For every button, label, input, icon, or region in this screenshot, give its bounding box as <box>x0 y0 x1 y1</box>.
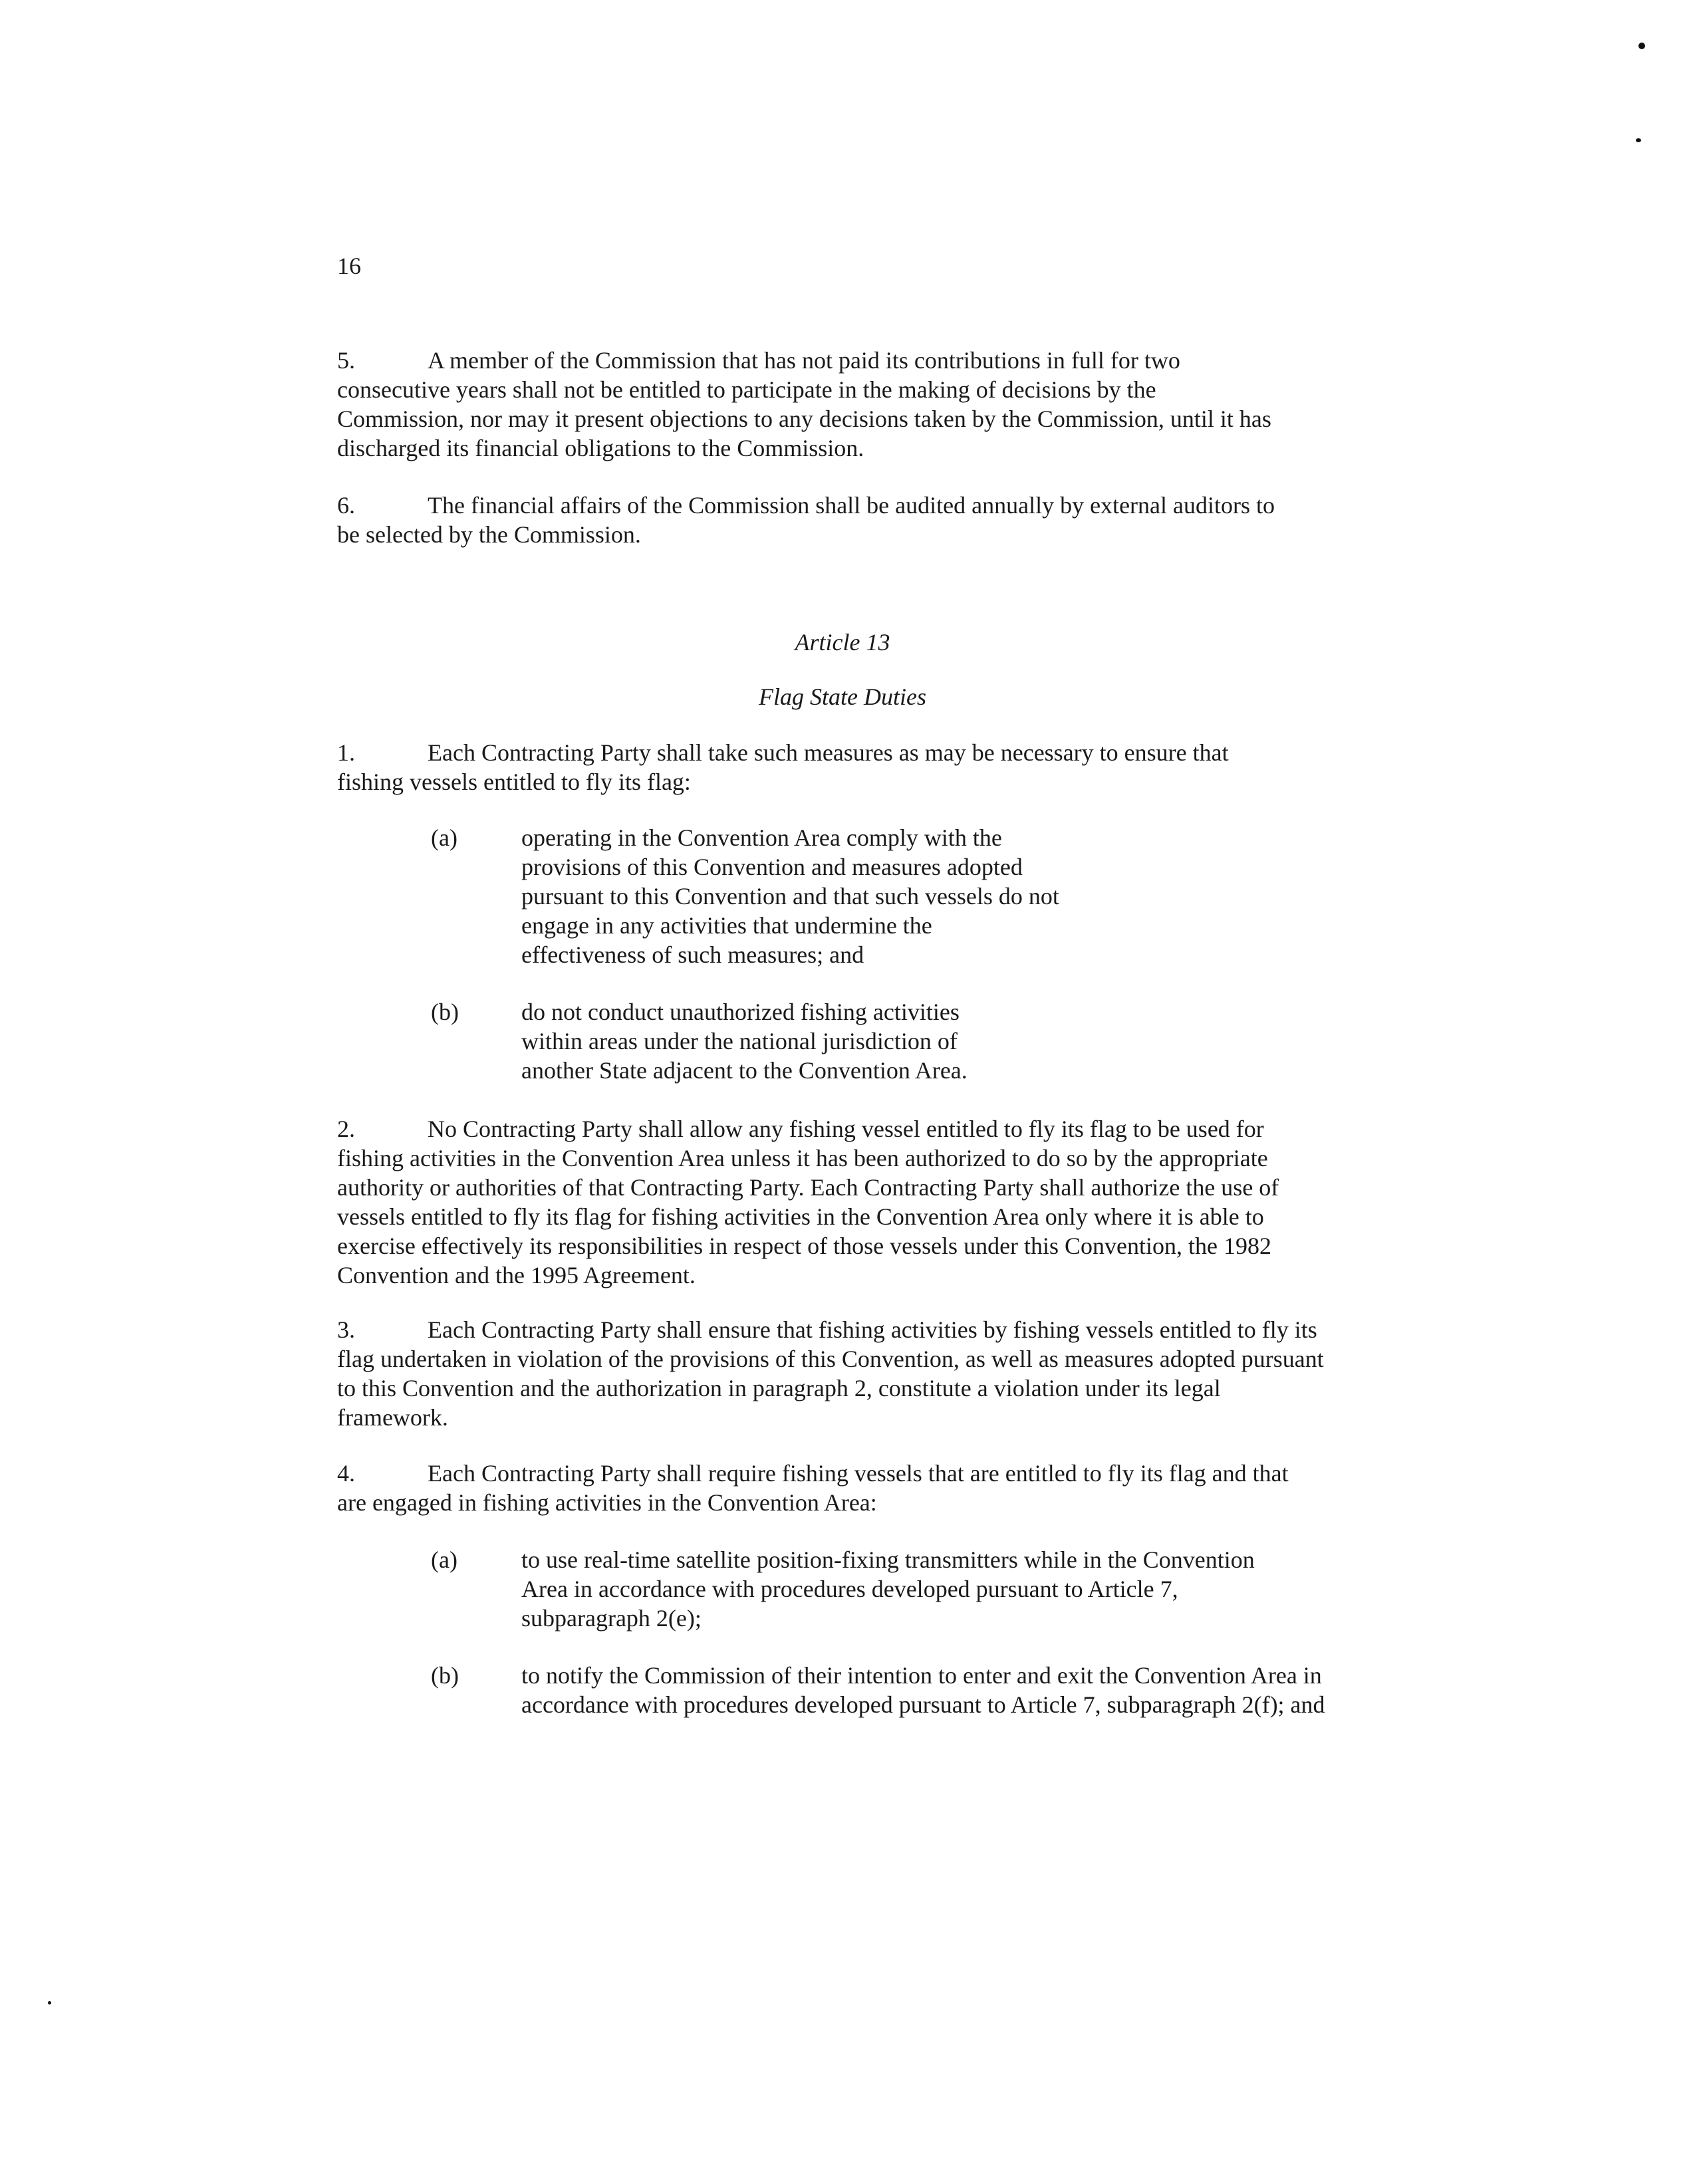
scan-speck <box>48 2001 51 2004</box>
text-line: another State adjacent to the Convention Area. <box>521 1057 968 1084</box>
text-line: Each Contracting Party shall require fishing vessels that are entitled to fly its flag and that <box>428 1460 1289 1487</box>
paragraph-2 <box>337 1114 1279 1290</box>
text-line: to use real-time satellite position-fixing transmitters while in the Convention <box>521 1546 1255 1573</box>
text-line: provisions of this Convention and measures adopted <box>521 854 1023 880</box>
text-line: Each Contracting Party shall ensure that fishing activities by fishing vessels entitled to fly its <box>428 1316 1317 1343</box>
text-line: Each Contracting Party shall take such measures as may be necessary to ensure that <box>428 739 1229 766</box>
subparagraph-1b <box>431 997 1229 1090</box>
text-line: The financial affairs of the Commission shall be audited annually by external auditors to <box>428 492 1275 519</box>
paragraph-6 <box>337 491 1275 549</box>
scan-speck <box>1638 43 1645 49</box>
text-line: to this Convention and the authorization in paragraph 2, constitute a violation under its legal <box>337 1375 1221 1401</box>
subparagraph-label: (a) <box>431 824 457 851</box>
text-line: are engaged in fishing activities in the Convention Area: <box>337 1489 877 1516</box>
paragraph-number: 4. <box>337 1460 355 1487</box>
article-subtitle: Flag State Duties <box>759 683 926 710</box>
text-line: discharged its financial obligations to the Commission. <box>337 435 864 461</box>
paragraph-4 <box>337 1459 1289 1517</box>
text-line: framework. <box>337 1404 448 1431</box>
subparagraph-4b <box>431 1661 1428 1725</box>
text-line: exercise effectively its responsibilities in respect of those vessels under this Convention, the 1982 <box>337 1233 1272 1259</box>
text-line: Convention and the 1995 Agreement. <box>337 1262 696 1288</box>
paragraph-number: 6. <box>337 492 355 519</box>
text-line: No Contracting Party shall allow any fishing vessel entitled to fly its flag to be used for <box>428 1116 1264 1142</box>
text-line: accordance with procedures developed pursuant to Article 7, subparagraph 2(f); and <box>521 1691 1325 1718</box>
text-line: flag undertaken in violation of the provisions of this Convention, as well as measures adopted pursuant <box>337 1346 1324 1372</box>
text-line: engage in any activities that undermine the <box>521 912 932 939</box>
text-line: be selected by the Commission. <box>337 521 641 548</box>
subparagraph-label: (b) <box>431 999 459 1025</box>
scan-speck <box>1636 138 1641 142</box>
paragraph-3 <box>337 1315 1324 1432</box>
text-line: vessels entitled to fly its flag for fishing activities in the Convention Area only where it is able to <box>337 1203 1264 1230</box>
subparagraph-label: (b) <box>431 1662 459 1689</box>
text-line: within areas under the national jurisdiction of <box>521 1028 958 1054</box>
subparagraph-label: (a) <box>431 1546 457 1573</box>
page-number: 16 <box>337 253 361 279</box>
text-line: Area in accordance with procedures developed pursuant to Article 7, <box>521 1576 1178 1602</box>
text-line: subparagraph 2(e); <box>521 1605 702 1632</box>
text-line: authority or authorities of that Contracting Party. Each Contracting Party shall authorize the use of <box>337 1174 1279 1201</box>
text-line: A member of the Commission that has not paid its contributions in full for two <box>428 347 1180 374</box>
paragraph-number: 1. <box>337 739 355 766</box>
text-line: to notify the Commission of their intention to enter and exit the Convention Area in <box>521 1662 1322 1689</box>
text-line: do not conduct unauthorized fishing activities <box>521 999 960 1025</box>
text-line: Commission, nor may it present objections to any decisions taken by the Commission, until it has <box>337 406 1271 432</box>
paragraph-number: 3. <box>337 1316 355 1343</box>
text-line: consecutive years shall not be entitled to participate in the making of decisions by the <box>337 376 1156 403</box>
text-line: fishing activities in the Convention Area unless it has been authorized to do so by the appropriate <box>337 1145 1268 1171</box>
paragraph-number: 5. <box>337 347 355 374</box>
text-line: effectiveness of such measures; and <box>521 941 864 968</box>
article-title: Article 13 <box>795 629 890 656</box>
subparagraph-4a <box>431 1545 1428 1638</box>
paragraph-number: 2. <box>337 1116 355 1142</box>
paragraph-5 <box>337 346 1271 463</box>
text-line: pursuant to this Convention and that such vessels do not <box>521 883 1059 910</box>
text-line: operating in the Convention Area comply with the <box>521 824 1002 851</box>
subparagraph-1a <box>431 823 1229 976</box>
paragraph-1 <box>337 738 1229 796</box>
text-line: fishing vessels entitled to fly its flag: <box>337 769 691 795</box>
